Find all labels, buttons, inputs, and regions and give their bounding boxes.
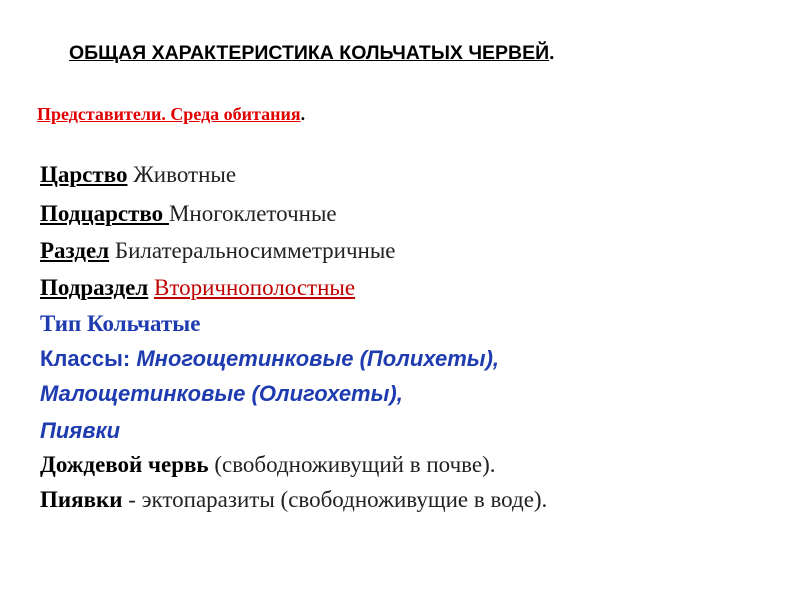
taxonomy-value: Многоклеточные <box>168 201 337 226</box>
taxonomy-row-section <box>40 239 396 262</box>
classes-item-2: Малощетинковые (Олигохеты), <box>40 381 403 406</box>
taxonomy-term: Подцарство <box>40 201 169 226</box>
classes-item-3: Пиявки <box>40 418 121 443</box>
note-bold: Дождевой червь <box>40 452 209 477</box>
subtitle-part1: Представители. <box>37 104 166 124</box>
type-line: Тип Кольчатые <box>40 311 201 336</box>
classes-line-1 <box>40 348 499 370</box>
slide-title <box>69 42 555 65</box>
taxonomy-value-highlight: Вторичнополостные <box>153 275 356 300</box>
classes-line-3 <box>40 420 120 442</box>
taxonomy-term: Подраздел <box>40 275 149 300</box>
note-rest: - эктопаразиты (свободноживущие в воде). <box>122 487 548 512</box>
taxonomy-term: Раздел <box>40 238 110 263</box>
taxonomy-row-kingdom <box>40 163 236 186</box>
classes-line-2 <box>40 383 403 405</box>
subtitle-trail: . <box>300 104 306 124</box>
classes-item-1: Многощетинковые (Полихеты), <box>136 346 500 371</box>
subtitle-part2: Среда обитания <box>170 104 301 124</box>
slide-title-trail: . <box>549 42 555 64</box>
taxonomy-row-subsection <box>40 276 355 299</box>
taxonomy-value: Животные <box>133 162 237 187</box>
note-leeches <box>40 488 547 511</box>
subtitle <box>37 104 305 125</box>
classes-label: Классы: <box>40 346 137 371</box>
taxonomy-row-subkingdom <box>40 202 337 225</box>
taxonomy-value: Билатеральносимметричные <box>114 238 396 263</box>
note-bold: Пиявки <box>40 487 123 512</box>
taxonomy-term: Царство <box>40 162 128 187</box>
note-rest: (свободноживущий в почве). <box>208 452 496 477</box>
note-earthworm <box>40 453 495 476</box>
slide-title-text: ОБЩАЯ ХАРАКТЕРИСТИКА КОЛЬЧАТЫХ ЧЕРВЕЙ <box>69 42 550 64</box>
